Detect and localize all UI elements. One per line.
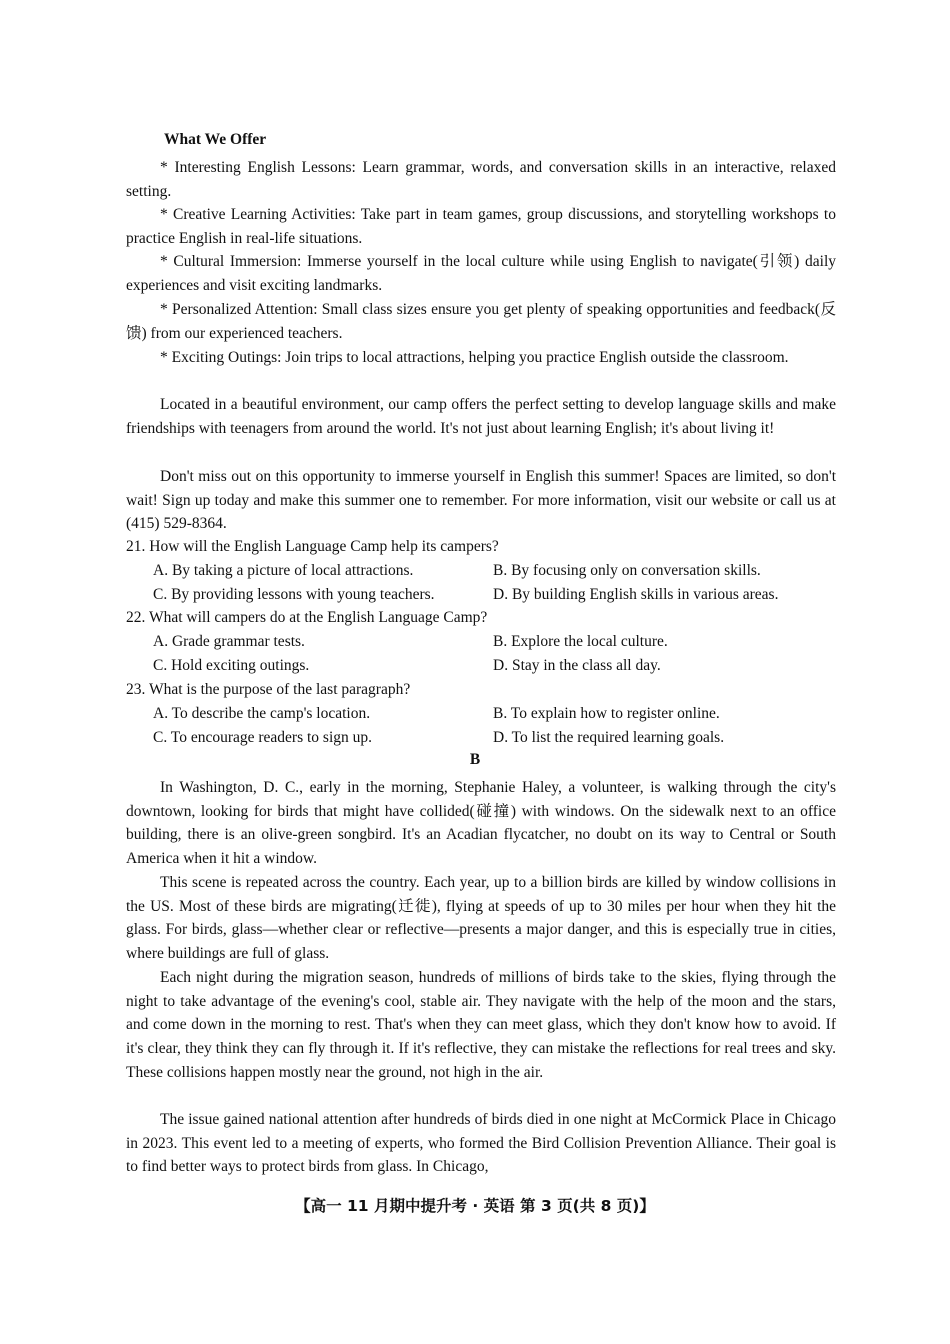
- passage-b-paragraph-3: Each night during the migration season, hundreds of millions of birds take to the skies, flying through the night to take advantage of the evening's cool, stable air. They navigate with the help of the moon and the stars, and come down in the morning to rest. That's when they can meet glass, which they don't know how to avoid. If it's clear, they think they can fly through it. If it's reflective, they can mistake the reflections for real trees and sky. These collisions happen mostly near the ground, not high in the air.: [126, 969, 836, 1081]
- question-21-option-d: D. By building English skills in various areas.: [493, 586, 779, 603]
- question-23-option-b: B. To explain how to register online.: [493, 705, 720, 722]
- question-21-stem: 21. How will the English Language Camp help its campers?: [126, 538, 499, 555]
- section-title-what-we-offer: What We Offer: [164, 131, 267, 148]
- question-21-option-a: A. By taking a picture of local attractions.: [153, 562, 414, 579]
- section-b-title: B: [469, 751, 481, 768]
- question-21-option-c: C. By providing lessons with young teachers.: [153, 586, 435, 603]
- question-22-option-a: A. Grade grammar tests.: [153, 633, 305, 650]
- paragraph-location: Located in a beautiful environment, our camp offers the perfect setting to develop language skills and make friendships with teenagers from around the world. It's not just about learning English; it's about living it!: [126, 396, 836, 437]
- question-23-option-a: A. To describe the camp's location.: [153, 705, 371, 722]
- question-22-option-b: B. Explore the local culture.: [493, 633, 668, 650]
- question-22-option-d: D. Stay in the class all day.: [493, 657, 661, 674]
- offer-item-activities: * Creative Learning Activities: Take part in team games, group discussions, and storytelling workshops to practice English in real-life situations.: [126, 206, 836, 247]
- passage-b-paragraph-1: In Washington, D. C., early in the morning, Stephanie Haley, a volunteer, is walking through the city's downtown, looking for birds that might have collided(碰撞) with windows. On the sidewalk next to an office building, there is an olive-green songbird. It's an Acadian flycatcher, no doubt on its way to Central or South America when it hit a window.: [126, 779, 836, 868]
- question-22-option-c: C. Hold exciting outings.: [153, 657, 310, 674]
- question-23-option-d: D. To list the required learning goals.: [493, 729, 725, 746]
- offer-item-attention: * Personalized Attention: Small class sizes ensure you get plenty of speaking opportunities and feedback(反馈) from our experienced teachers.: [126, 301, 836, 342]
- offer-item-immersion: * Cultural Immersion: Immerse yourself in the local culture while using English to navigate(引领) daily experiences and visit exciting landmarks.: [126, 253, 836, 294]
- passage-b-paragraph-2: This scene is repeated across the country. Each year, up to a billion birds are killed by window collisions in the US. Most of these birds are migrating(迁徙), flying at speeds of up to 30 miles per hour when they hit the glass. For birds, glass—whether clear or reflective—presents a major danger, and this is especially true in cities, where buildings are full of glass.: [126, 874, 836, 963]
- offer-item-outings: * Exciting Outings: Join trips to local attractions, helping you practice English outside the classroom.: [160, 349, 789, 366]
- offer-item-lessons: * Interesting English Lessons: Learn grammar, words, and conversation skills in an interactive, relaxed setting.: [126, 159, 836, 200]
- question-23-stem: 23. What is the purpose of the last paragraph?: [126, 681, 411, 698]
- question-23-option-c: C. To encourage readers to sign up.: [153, 729, 373, 746]
- paragraph-sign-up: Don't miss out on this opportunity to immerse yourself in English this summer! Spaces are limited, so don't wait! Sign up today and make this summer one to remember. For more information, visit our website or call us at (415) 529-8364.: [126, 468, 836, 533]
- question-21-option-b: B. By focusing only on conversation skills.: [493, 562, 761, 579]
- question-22-stem: 22. What will campers do at the English Language Camp?: [126, 609, 488, 626]
- page-footer: 【高一 11 月期中提升考 · 英语 第 3 页(共 8 页)】: [295, 1197, 655, 1215]
- passage-b-paragraph-4: The issue gained national attention after hundreds of birds died in one night at McCormick Place in Chicago in 2023. This event led to a meeting of experts, who formed the Bird Collision Prevention Alliance. Their goal is to find better ways to protect birds from glass. In Chicago,: [126, 1111, 836, 1176]
